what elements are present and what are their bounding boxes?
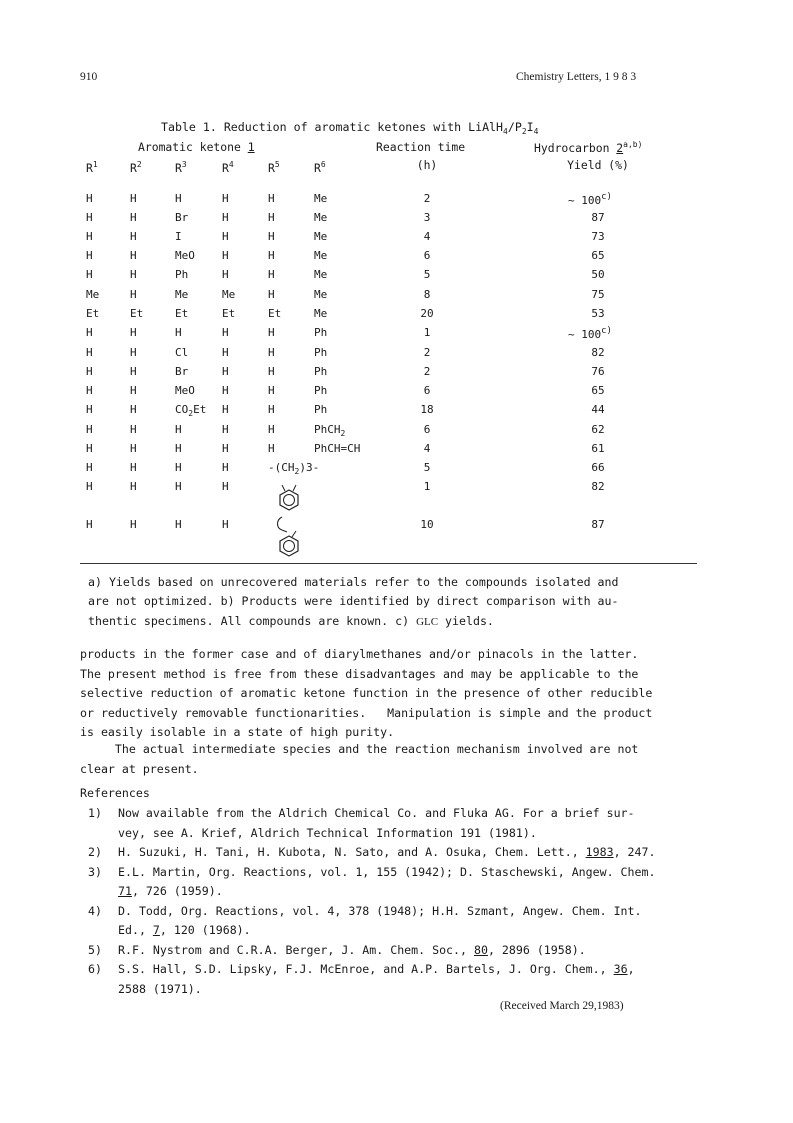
table-cell: H — [86, 480, 93, 493]
table-cell: Cl — [175, 346, 189, 359]
table-cell: H — [86, 423, 93, 436]
table-cell: H — [86, 384, 93, 397]
table-bottom-rule — [80, 563, 697, 564]
table-cell: H — [130, 403, 137, 416]
table-cell: H — [130, 423, 137, 436]
table-cell: H — [268, 365, 275, 378]
reference-number: 1) — [88, 806, 102, 820]
reference-text: E.L. Martin, Org. Reactions, vol. 1, 155 (1942); D. Staschewski, Angew. Chem. 71, 726 (1959). — [118, 864, 656, 898]
table-cell-yield: 53 — [591, 307, 605, 320]
table-cell: H — [175, 192, 182, 205]
yield-header: Yield (%) — [567, 158, 629, 172]
table-cell: Ph — [314, 346, 328, 359]
table-cell: PhCH$_2$ — [314, 423, 346, 438]
table-cell-yield: 76 — [591, 365, 605, 378]
table-cell-yield: 66 — [591, 461, 605, 474]
paragraph-line: or reductively removable functionarities. Manipulation is simple and the product — [80, 705, 653, 720]
table-cell: H — [268, 211, 275, 224]
table-cell: H — [86, 346, 93, 359]
table-cell-yield: 82 — [591, 480, 605, 493]
table-cell-yield: 87 — [591, 211, 605, 224]
reference-number: 2) — [88, 845, 102, 859]
table-cell-time: 8 — [423, 288, 431, 301]
col-header-r6: $R^6$ — [314, 160, 326, 175]
table-cell: H — [86, 249, 93, 262]
table-cell: H — [268, 442, 275, 455]
paragraph-line: products in the former case and of diarylmethanes and/or pinacols in the latter. — [80, 647, 639, 661]
table-cell-time: 18 — [420, 403, 434, 416]
table-cell: H — [130, 365, 137, 378]
footnote-line-1: a) Yields based on unrecovered materials refer to the compounds isolated and — [88, 575, 619, 589]
table-cell: Me — [314, 249, 328, 262]
table-cell: H — [130, 461, 137, 474]
reference-number: 6) — [88, 962, 102, 976]
table-cell: Me — [314, 268, 328, 281]
table-cell: H — [130, 249, 137, 262]
table-cell: H — [130, 326, 137, 339]
table-cell: H — [86, 326, 93, 339]
page-number: 910 — [80, 71, 98, 83]
table-cell: H — [86, 230, 93, 243]
table-cell: H — [130, 480, 137, 493]
table-cell-yield: 61 — [591, 442, 605, 455]
reaction-time-header: Reaction time — [376, 140, 466, 154]
paragraph-line: The actual intermediate species and the reaction mechanism involved are not — [80, 742, 639, 756]
table-cell: H — [222, 384, 229, 397]
table-cell: H — [222, 249, 229, 262]
table-cell: Me — [314, 307, 328, 320]
table-cell-time: 4 — [423, 230, 431, 243]
table-cell-time: 1 — [423, 326, 431, 339]
table-cell-time: 2 — [423, 365, 431, 378]
table-cell-time: 1 — [423, 480, 431, 493]
table-cell: H — [175, 480, 182, 493]
paragraph-line: The present method is free from these disadvantages and may be applicable to the — [80, 666, 639, 681]
table-cell: H — [222, 268, 229, 281]
table-cell-yield: 87 — [591, 518, 605, 531]
table-cell: H — [86, 442, 93, 455]
table-cell: Me — [314, 288, 328, 301]
table-cell-time: 2 — [423, 346, 431, 359]
table-cell: H — [222, 461, 229, 474]
footnote-line-2: are not optimized. b) Products were identified by direct comparison with au- — [88, 594, 619, 608]
table-cell: Et — [130, 307, 144, 320]
table-cell-yield: ~ 100$^{c)}$ — [568, 326, 612, 341]
table-cell: H — [175, 442, 182, 455]
table-cell: Et — [86, 307, 100, 320]
table-cell: H — [268, 384, 275, 397]
table-cell-yield: 44 — [591, 403, 605, 416]
table-cell: H — [268, 192, 275, 205]
table-cell: H — [130, 288, 137, 301]
table-cell: Et — [268, 307, 282, 320]
table-cell: Me — [314, 211, 328, 224]
table-cell: H — [268, 249, 275, 262]
table-cell: H — [130, 211, 137, 224]
paragraph-line: is easily isolable in a state of high purity. — [80, 725, 395, 739]
hydrocarbon-header: Hydrocarbon 2$^{a,b)}$ — [534, 140, 643, 155]
reference-number: 3) — [88, 864, 102, 879]
table-cell: $CO_2Et$ — [175, 403, 207, 418]
table-cell: H — [222, 518, 229, 531]
table-cell: H — [86, 461, 93, 474]
col-header-r5: $R^5$ — [268, 160, 280, 175]
table-cell: H — [222, 346, 229, 359]
table-cell: Ph — [314, 326, 328, 339]
table-cell-yield: 65 — [591, 384, 605, 397]
table-cell: H — [86, 365, 93, 378]
reference-text: H. Suzuki, H. Tani, H. Kubota, N. Sato, and A. Osuka, Chem. Lett., 1983, 247. — [118, 845, 656, 859]
reference-text: S.S. Hall, S.D. Lipsky, F.J. McEnroe, and A.P. Bartels, J. Org. Chem., 36, 2588 (1971). — [118, 962, 635, 996]
benzene-ring-structure-1 — [274, 484, 304, 512]
reference-text: R.F. Nystrom and C.R.A. Berger, J. Am. Chem. Soc., 80, 2896 (1958). — [118, 942, 586, 957]
table-cell: H — [175, 423, 182, 436]
benzene-ring-structure-2 — [272, 514, 308, 558]
table-cell: $-(CH_2)3-$ — [268, 461, 320, 476]
table-cell-time: 6 — [423, 249, 431, 262]
table-cell: Ph — [314, 384, 328, 397]
table-cell: H — [86, 192, 93, 205]
table-cell: H — [130, 192, 137, 205]
table-cell-time: 20 — [420, 307, 434, 320]
references-heading: References — [80, 786, 150, 800]
table-cell: Me — [314, 230, 328, 243]
table-cell: Me — [86, 288, 100, 301]
journal-title: Chemistry Letters, 1 9 8 3 — [516, 71, 637, 83]
received-date: (Received March 29,1983) — [500, 1000, 624, 1012]
footnote-line-3: thentic specimens. All compounds are known. c) GLC yields. — [88, 614, 494, 628]
table-cell: Et — [222, 307, 236, 320]
body-paragraph-2 — [80, 740, 638, 779]
table-cell: H — [268, 423, 275, 436]
table-cell-time: 6 — [423, 423, 431, 436]
table-cell: H — [268, 326, 275, 339]
table-cell: H — [130, 268, 137, 281]
col-header-r1: $R^1$ — [86, 160, 98, 175]
table-cell: Br — [175, 365, 189, 378]
table-cell: H — [222, 211, 229, 224]
reference-text: D. Todd, Org. Reactions, vol. 4, 378 (1948); H.H. Szmant, Angew. Chem. Int. Ed., 7, 120 (1968). — [118, 903, 642, 937]
body-paragraph-1 — [80, 645, 652, 743]
table-cell: Et — [175, 307, 189, 320]
table-cell: H — [130, 518, 137, 531]
table-cell: H — [222, 230, 229, 243]
table-cell-time: 3 — [423, 211, 431, 224]
table-cell: H — [222, 442, 229, 455]
table-cell: H — [268, 346, 275, 359]
table-cell: Br — [175, 211, 189, 224]
table-cell: Me — [175, 288, 189, 301]
paragraph-line: selective reduction of aromatic ketone function in the presence of other reducible — [80, 686, 653, 700]
table-cell-time: 10 — [420, 518, 434, 531]
table-cell: H — [130, 384, 137, 397]
table-cell: H — [222, 423, 229, 436]
table-cell: H — [130, 230, 137, 243]
table-cell: Me — [314, 192, 328, 205]
table-cell: H — [268, 403, 275, 416]
table-cell: H — [86, 211, 93, 224]
reference-text: Now available from the Aldrich Chemical Co. and Fluka AG. For a brief sur- vey, see A. Krief, Aldrich Technical Information 191 (1981). — [118, 806, 635, 840]
table-cell: MeO — [175, 249, 195, 262]
table-cell-yield: 65 — [591, 249, 605, 262]
col-header-r3: $R^3$ — [175, 160, 187, 175]
table-cell: H — [222, 326, 229, 339]
paragraph-line: clear at present. — [80, 761, 199, 776]
table-cell: H — [222, 365, 229, 378]
table-cell-yield: 82 — [591, 346, 605, 359]
table-cell: Ph — [314, 403, 328, 416]
table-cell: Ph — [175, 268, 189, 281]
aromatic-ketone-header: Aromatic ketone 1 — [138, 140, 255, 154]
table-cell: H — [222, 403, 229, 416]
table-cell-time: 2 — [423, 192, 431, 205]
table-cell-time: 4 — [423, 442, 431, 455]
table-cell: H — [86, 518, 93, 531]
table-cell: H — [222, 480, 229, 493]
table-cell-time: 5 — [423, 461, 431, 474]
table-cell: MeO — [175, 384, 195, 397]
table-cell: H — [130, 346, 137, 359]
table-cell: H — [175, 518, 182, 531]
table-cell: H — [86, 268, 93, 281]
reaction-time-unit: (h) — [416, 158, 438, 172]
table-cell: H — [268, 230, 275, 243]
table-cell: H — [86, 403, 93, 416]
table-cell-time: 6 — [423, 384, 431, 397]
reference-number: 5) — [88, 942, 102, 957]
table-cell: I — [175, 230, 182, 243]
table-cell: PhCH=CH — [314, 442, 361, 455]
table-caption: Table 1. Reduction of aromatic ketones with $LiAlH_4/P_2I_4$ — [161, 120, 539, 136]
table-cell: H — [268, 268, 275, 281]
table-cell: H — [130, 442, 137, 455]
table-cell-yield: 75 — [591, 288, 605, 301]
reference-number: 4) — [88, 903, 102, 918]
table-cell: Me — [222, 288, 236, 301]
table-cell: H — [268, 288, 275, 301]
table-cell-time: 5 — [423, 268, 431, 281]
table-cell: H — [175, 326, 182, 339]
table-cell: H — [222, 192, 229, 205]
table-cell: H — [175, 461, 182, 474]
table-cell-yield: 62 — [591, 423, 605, 436]
table-cell-yield: 50 — [591, 268, 605, 281]
table-cell-yield: 73 — [591, 230, 605, 243]
table-cell-yield: ~ 100$^{c)}$ — [568, 192, 612, 207]
col-header-r2: $R^2$ — [130, 160, 142, 175]
table-cell: Ph — [314, 365, 328, 378]
col-header-r4: $R^4$ — [222, 160, 234, 175]
